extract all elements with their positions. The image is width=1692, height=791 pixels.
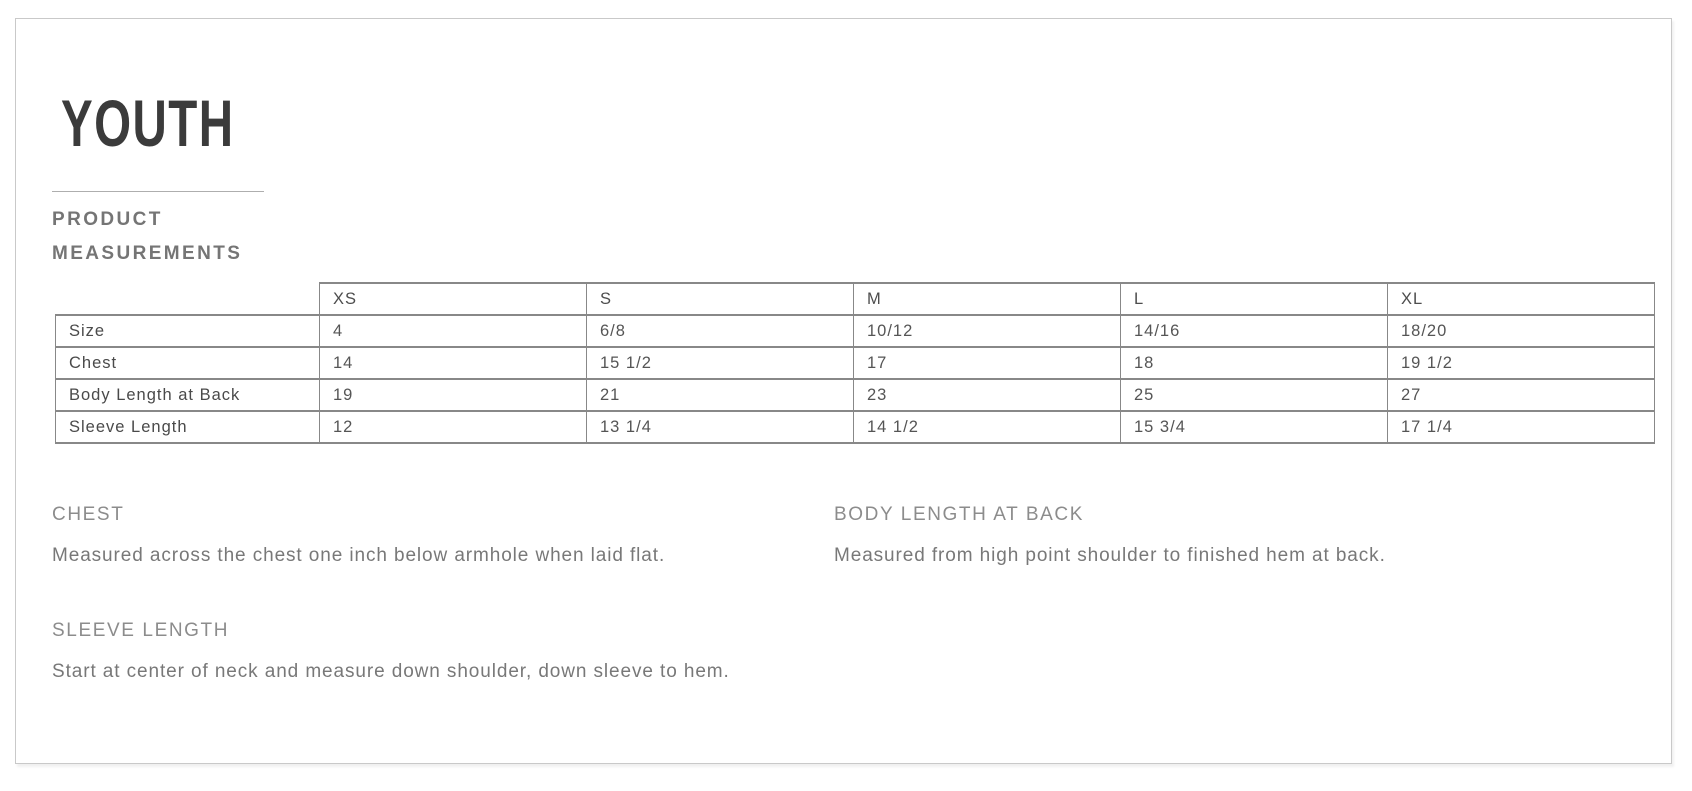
sleeve-length-definition-heading: SLEEVE LENGTH <box>52 620 230 641</box>
cell-size-l: 14/16 <box>1121 315 1388 347</box>
size-chart-panel <box>15 18 1672 764</box>
table-row <box>56 315 1655 347</box>
cell-sleeve-xs: 12 <box>320 411 587 443</box>
table-header-row <box>56 283 1655 315</box>
cell-size-xs: 4 <box>320 315 587 347</box>
chest-definition-text: Measured across the chest one inch below armhole when laid flat. <box>52 545 666 566</box>
cell-size-s: 6/8 <box>587 315 854 347</box>
cell-bodylength-xl: 27 <box>1388 379 1655 411</box>
measurements-table <box>55 282 1655 444</box>
subtitle-line-1: PRODUCT <box>52 209 163 230</box>
cell-chest-xl: 19 1/2 <box>1388 347 1655 379</box>
body-length-definition-text: Measured from high point shoulder to finished hem at back. <box>834 545 1386 566</box>
cell-sleeve-s: 13 1/4 <box>587 411 854 443</box>
chest-definition-heading: CHEST <box>52 504 125 525</box>
row-label-size: Size <box>56 315 320 347</box>
sleeve-length-definition-section <box>52 619 732 689</box>
cell-bodylength-l: 25 <box>1121 379 1388 411</box>
title-divider <box>52 191 264 192</box>
row-label-body-length: Body Length at Back <box>56 379 320 411</box>
cell-size-xl: 18/20 <box>1388 315 1655 347</box>
subtitle-line-2: MEASUREMENTS <box>52 243 243 264</box>
column-header-l: L <box>1121 283 1388 315</box>
cell-sleeve-xl: 17 1/4 <box>1388 411 1655 443</box>
cell-chest-m: 17 <box>854 347 1121 379</box>
table-row <box>56 379 1655 411</box>
cell-sleeve-l: 15 3/4 <box>1121 411 1388 443</box>
column-header-xl: XL <box>1388 283 1655 315</box>
cell-chest-s: 15 1/2 <box>587 347 854 379</box>
row-label-sleeve-length: Sleeve Length <box>56 411 320 443</box>
sleeve-length-definition-text: Start at center of neck and measure down shoulder, down sleeve to hem. <box>52 661 730 682</box>
column-header-xs: XS <box>320 283 587 315</box>
cell-bodylength-s: 21 <box>587 379 854 411</box>
cell-chest-l: 18 <box>1121 347 1388 379</box>
cell-bodylength-xs: 19 <box>320 379 587 411</box>
table-row <box>56 347 1655 379</box>
column-header-m: M <box>854 283 1121 315</box>
row-label-chest: Chest <box>56 347 320 379</box>
section-subtitle <box>52 203 242 271</box>
cell-bodylength-m: 23 <box>854 379 1121 411</box>
corner-cell <box>56 283 320 315</box>
table-row <box>56 411 1655 443</box>
column-header-s: S <box>587 283 854 315</box>
page-title: YOUTH <box>61 86 235 160</box>
cell-size-m: 10/12 <box>854 315 1121 347</box>
cell-sleeve-m: 14 1/2 <box>854 411 1121 443</box>
body-length-definition-section <box>834 503 1574 573</box>
cell-chest-xs: 14 <box>320 347 587 379</box>
chest-definition-section <box>52 503 777 573</box>
body-length-definition-heading: BODY LENGTH AT BACK <box>834 504 1085 525</box>
